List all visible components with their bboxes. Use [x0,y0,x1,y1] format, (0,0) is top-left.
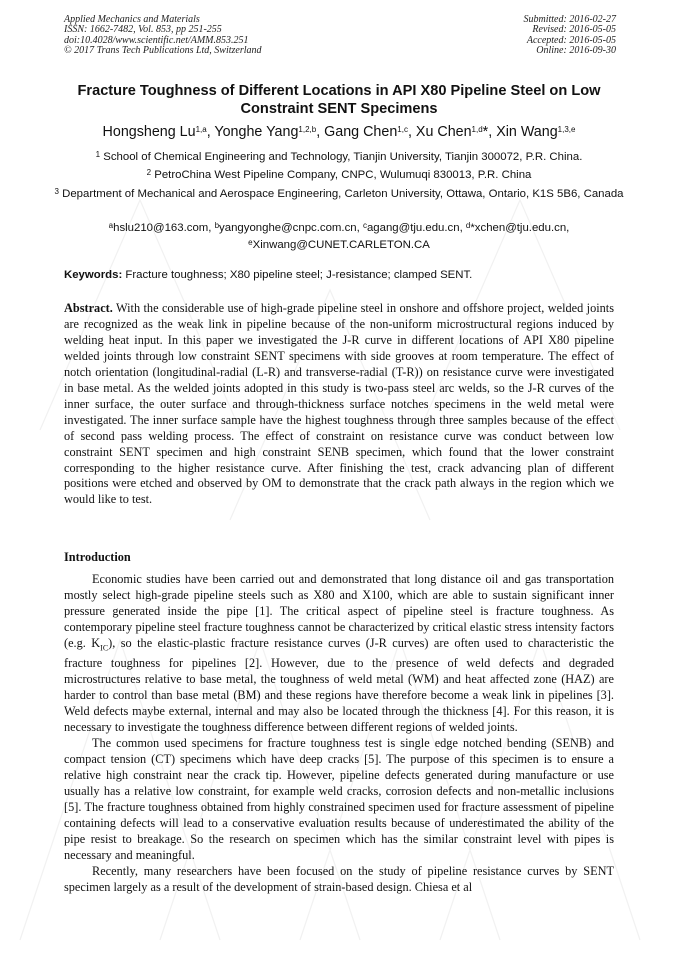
author-affiliation-marker: 1,c [397,125,408,134]
affiliation-number: 2 [146,168,152,177]
journal-doi: doi:10.4028/www.scientific.net/AMM.853.251 [64,34,249,46]
corresponding-author-mark: * [482,124,489,140]
paragraph-text: ), so the elastic-plastic fracture resistance curves (J-R curves) are often used to characteristic the fracture toughness for pipelines [2]. However, due to the presence of weld defects and degraded microstructures relative to base metal, the toughness of weld metal (WM) and heat affected zone (HAZ) are harder to control than base metal (BM) and these regions have therefore become a weak link in pipelines [3]. Weld defects maybe external, internal and may also be located through the thickness [4]. For this reason, it is necessary to investigate the toughness difference between different regions of welded joints. [64,635,615,735]
section-heading-introduction: Introduction [64,550,131,564]
paragraph [64,572,614,736]
author-list: Hongsheng Lu$^{1,a}$, Yonghe Yang$^{1,2,b}$, Gang Chen$^{1,c}$, Xu Chen$^{1,d}$*, Xin Wang$^{1,3,e}$ [102,124,576,140]
abstract-text: With the considerable use of high-grade pipeline steel in onshore and offshore project, welded joints are recognized as the weak link in pipeline because of the non-uniform microstructural regions induced by welding heat input. In this paper we investigated the J-R curve in different locations of API X80 pipeline welded joints through low constraint SENT specimens with side grooves at room temperature. The effect of notch orientation (longitudinal-radial (L-R) and transverse-radial (T-R)) on resistance curve were investigated in base metal. As the welded joints adopted in this study is two-pass steel arc welds, so the J-R curves of the inner surface, the outer surface and through-thickness surface notches specimens in the weld metal were investigated. The inner surface sample have the highest toughness through three samples because of the effect of second pass welding process. The effect of constraint on resistance curve was conduct between low constraint SENT specimen and high constraint SENB specimen, which found that the lower constraint corresponding to the higher resistance curve. After finishing the test, crack advancing plan of different positions were etched and observed by OM to demonstrate that the crack path always in the region which we would like to test. [64,301,614,507]
email-address: *xchen@tju.edu.cn, [470,222,570,234]
email-marker: e [248,237,253,247]
author-name: Xu Chen [415,124,472,140]
email-address: agang@tju.edu.cn, [366,222,466,234]
introduction-body [64,572,614,896]
abstract [64,301,614,508]
author-affiliation-marker: 1,2,b [298,125,317,134]
email-marker: d [465,221,471,230]
journal-info [64,15,262,57]
date-online: Online: 2016-09-30 [536,45,616,57]
affiliation-text: School of Chemical Engineering and Technology, Tianjin University, Tianjin 300072, P.R. China. [103,151,583,163]
email-marker: a [108,221,114,230]
subscript: IC [100,643,109,653]
affiliation-3 [54,186,624,203]
affiliation-number: 1 [95,150,101,159]
author-name: Yonghe Yang [214,124,299,140]
journal-issn: ISSN: 1662-7482, Vol. 853, pp 251-255 [64,24,222,36]
submission-dates [524,15,617,57]
author-name: Hongsheng Lu [102,124,196,140]
paper-title: Fracture Toughness of Different Locations in API X80 Pipeline Steel on Low Constraint SENT Specimens [77,83,601,117]
paragraph: The common used specimens for fracture toughness test is single edge notched bending (SENB) and compact tension (CT) specimens which have deep cracks [5]. The purpose of this specimen is to ensure a relative high constraint near the crack tip. However, pipeline defects generated during manufacture or use usually has a relative low constraint, for example weld cracks, corrosion defects and non-metallic inclusions [5]. The fracture toughness obtained from highly constrained specimen used for fracture assessment of pipeline containing defects will lead to a conservative evaluation results because of underestimated the ability of the pipe resist to breakage. So the research on specimen which has the similar constraint level with pipes is necessary and meaningful. [64,735,614,862]
author-emails [54,220,624,253]
keywords-label: Keywords: [64,269,123,281]
email-address: yangyonghe@cnpc.com.cn, [219,222,363,234]
author-affiliation-marker: 1,3,e [557,125,576,134]
date-submitted: Submitted: 2016-02-27 [523,14,616,25]
author-name: Gang Chen [324,124,398,140]
author-name: Xin Wang [496,124,558,140]
email-address: hslu210@163.com, [113,222,215,234]
journal-name: Applied Mechanics and Materials [64,14,200,25]
abstract-label: Abstract. [64,301,113,315]
email-marker: c [362,221,367,230]
keywords [64,268,624,283]
date-accepted: Accepted: 2016-05-05 [526,34,616,46]
affiliation-2 [54,167,624,184]
affiliation-number: 3 [54,187,59,196]
date-revised: Revised: 2016-05-05 [532,24,616,36]
keywords-text: Fracture toughness; X80 pipeline steel; J-resistance; clamped SENT. [122,269,473,281]
author-affiliation-marker: 1,d [471,125,483,134]
affiliation-text: PetroChina West Pipeline Company, CNPC, Wulumuqi 830013, P.R. China [154,169,532,181]
affiliation-1 [54,149,624,166]
paragraph: Recently, many researchers have been focused on the study of pipeline resistance curves by SENT specimen largely as a result of the development of strain-based design. Chiesa et al [64,863,614,894]
paragraph-text: Economic studies have been carried out and demonstrated that long distance oil and gas transportation mostly select high-grade pipeline steels such as X80 and X100, which are able to sustain significant inner pressure generated inside the pipe [1]. The critical aspect of pipeline steel is fracture toughness. As contemporary pipeline steel fracture toughness cannot be characterized by critical elastic stress intensity factors (e.g. K [64,572,614,650]
author-affiliation-marker: 1,a [195,125,207,134]
affiliation-text: Department of Mechanical and Aerospace Engineering, Carleton University, Ottawa, Ontario, K1S 5B6, Canada [62,188,624,200]
email-address: Xinwang@CUNET.CARLETON.CA [252,238,430,251]
journal-copyright: © 2017 Trans Tech Publications Ltd, Switzerland [64,45,262,57]
email-marker: b [214,221,220,230]
